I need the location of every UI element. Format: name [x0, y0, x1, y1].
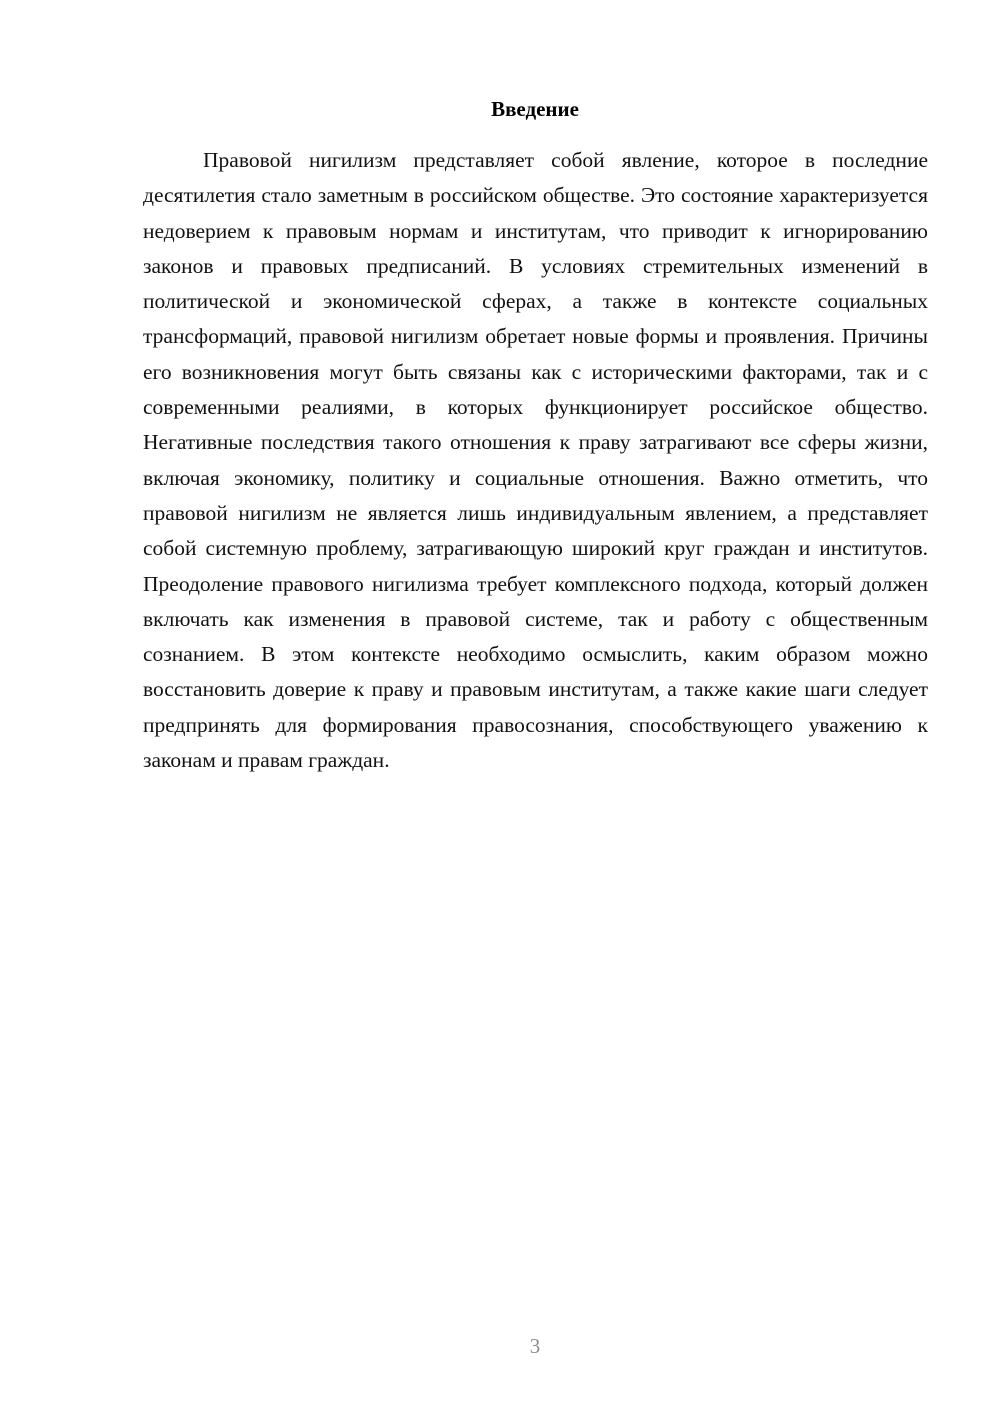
- body-paragraph: Правовой нигилизм представляет собой явление, которое в последние десятилетия стало заметным в российском обществе. Это состояние характеризуется недоверием к правовым нормам и институтам, что приводит к игнорированию законов и правовых предписаний. В условиях стремительных изменений в политической и экономической сферах, а также в контексте социальных трансформаций, правовой нигилизм обретает новые формы и проявления. Причины его возникновения могут быть связаны как с историческими факторами, так и с современными реалиями, в которых функционирует российское общество. Негативные последствия такого отношения к праву затрагивают все сферы жизни, включая экономику, политику и социальные отношения. Важно отметить, что правовой нигилизм не является лишь индивидуальным явлением, а представляет собой системную проблему, затрагивающую широкий круг граждан и институтов. Преодоление правового нигилизма требует комплексного подхода, который должен включать как изменения в правовой системе, так и работу с общественным сознанием. В этом контексте необходимо осмыслить, каким образом можно восстановить доверие к праву и правовым институтам, а также какие шаги следует предпринять для формирования правосознания, способствующего уважению к законам и правам граждан.: [143, 148, 928, 773]
- page-number: 3: [529, 1334, 541, 1358]
- section-heading: Введение: [491, 97, 579, 121]
